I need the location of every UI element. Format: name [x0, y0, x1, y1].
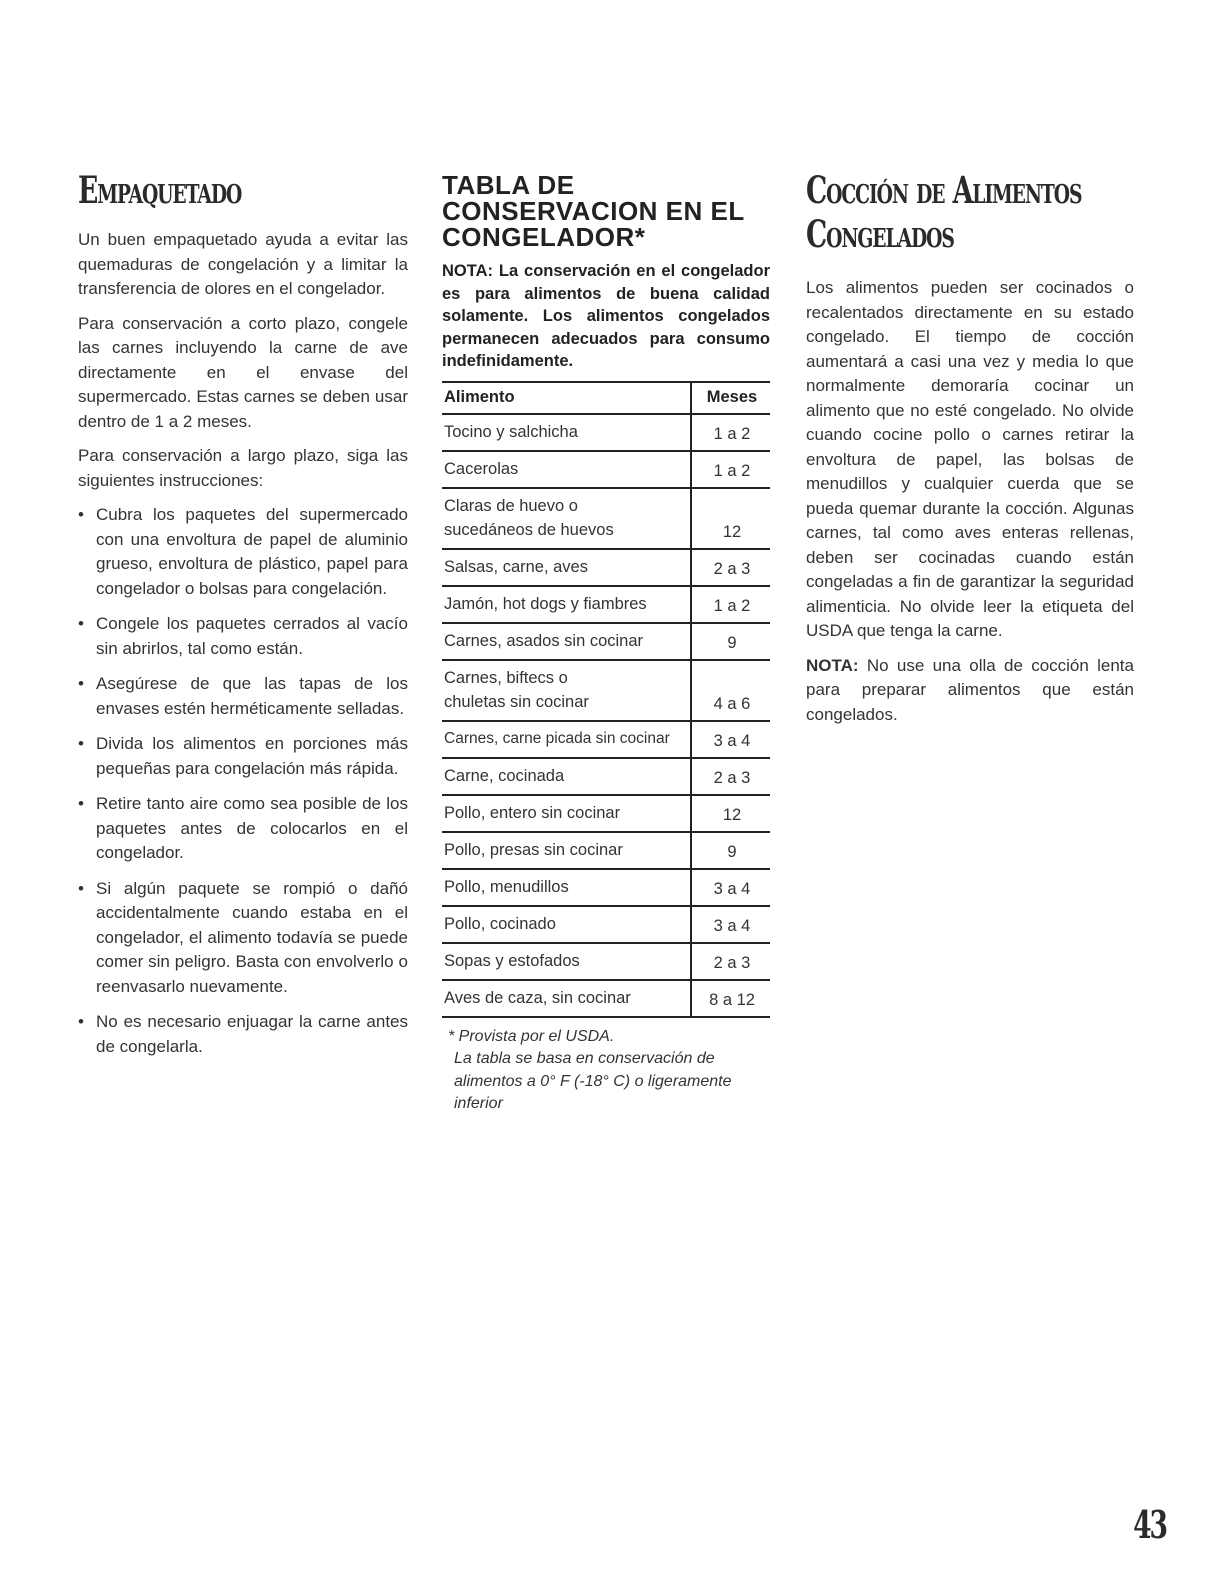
bullet-icon: •	[78, 505, 84, 524]
months-cell: 3 a 4	[691, 869, 770, 906]
table-row	[442, 758, 770, 795]
food-cell: Pollo, menudillos	[442, 869, 691, 906]
food-cell: Cacerolas	[442, 451, 691, 488]
bullet-item	[78, 503, 408, 601]
table-row	[442, 586, 770, 623]
bullet-icon: •	[78, 794, 84, 813]
bullet-text: Divida los alimentos en porciones más pequeñas para congelación más rápida.	[96, 734, 408, 778]
bullet-text: Si algún paquete se rompió o dañó accidentalmente cuando estaba en el congelador, el alimento todavía se puede comer sin peligro. Basta con envolverlo o reenvasarlo nuevamente.	[96, 878, 408, 996]
table-row	[442, 414, 770, 451]
food-cell: Pollo, cocinado	[442, 906, 691, 943]
tabla-section	[442, 172, 770, 1116]
food-cell: Tocino y salchicha	[442, 414, 691, 451]
tabla-title	[442, 172, 770, 250]
bullet-text: Asegúrese de que las tapas de los envases estén herméticamente selladas.	[96, 674, 408, 718]
food-cell: Claras de huevo o sucedáneos de huevos	[442, 488, 691, 549]
table-row	[442, 623, 770, 660]
table-row	[442, 980, 770, 1017]
months-cell: 2 a 3	[691, 549, 770, 586]
table-row	[442, 549, 770, 586]
months-cell: 3 a 4	[691, 906, 770, 943]
food-cell: Carnes, carne picada sin cocinar	[442, 721, 691, 758]
bullet-text: No es necesario enjuagar la carne antes de congelarla.	[96, 1012, 408, 1056]
header-meses: Meses	[691, 382, 770, 414]
footnote-line-1: * Provista por el USDA.	[448, 1027, 615, 1045]
table-row	[442, 832, 770, 869]
bullet-item	[78, 612, 408, 661]
months-cell: 9	[691, 623, 770, 660]
coccion-title-line-1: Cocción de Alimentos	[806, 168, 1082, 212]
bullet-item	[78, 792, 408, 866]
coccion-paragraph: Los alimentos pueden ser cocinados o recalentados directamente en su estado congelado. El tiempo de cocción aumentará a casi una vez y media lo que normalmente demoraría cocinar un alimento que no esté congelado. No olvide cuando cocine pollo o carnes retirar la envoltura de papel, las bolsas de menudillos y cualquier cuerda que se pueda quemar durante la cocción. Algunas carnes, tal como aves enteras rellenas, deben ser cocinadas cuando están congeladas a fin de garantizar la seguridad alimenticia. No olvide leer la etiqueta del USDA que tenga la carne.	[806, 278, 1134, 640]
table-row	[442, 906, 770, 943]
food-cell: Pollo, entero sin cocinar	[442, 795, 691, 832]
food-cell: Jamón, hot dogs y fiambres	[442, 586, 691, 623]
bullet-icon: •	[78, 614, 84, 633]
tabla-title-line-3: CONGELADOR*	[442, 222, 646, 252]
empaquetado-paragraph-1: Un buen empaquetado ayuda a evitar las quemaduras de congelación y a limitar la transferencia de olores en el congelador.	[78, 230, 408, 298]
bullet-icon: •	[78, 1012, 84, 1031]
footnote-line-2: La tabla se basa en conservación de	[454, 1050, 715, 1067]
food-cell: Salsas, carne, aves	[442, 549, 691, 586]
tabla-footnote	[442, 1026, 770, 1116]
food-cell: Pollo, presas sin cocinar	[442, 832, 691, 869]
months-cell: 1 a 2	[691, 451, 770, 488]
coccion-nota	[806, 654, 1134, 728]
bullet-text: Retire tanto aire como sea posible de los paquetes antes de colocarlos en el congelador.	[96, 794, 408, 862]
months-cell: 4 a 6	[691, 660, 770, 721]
table-row	[442, 869, 770, 906]
empaquetado-paragraph-3: Para conservación a largo plazo, siga las siguientes instrucciones:	[78, 446, 408, 490]
months-cell: 8 a 12	[691, 980, 770, 1017]
bullet-item	[78, 672, 408, 721]
empaquetado-body	[78, 228, 408, 1059]
table-row	[442, 943, 770, 980]
bullet-icon: •	[78, 674, 84, 693]
header-alimento: Alimento	[442, 382, 691, 414]
coccion-section	[806, 168, 1134, 737]
food-cell: Carnes, asados sin cocinar	[442, 623, 691, 660]
months-cell: 1 a 2	[691, 414, 770, 451]
bullet-icon: •	[78, 878, 84, 898]
footnote-line-4: inferior	[454, 1095, 503, 1112]
tabla-title-line-1: TABLA DE	[442, 170, 575, 200]
table-row	[442, 451, 770, 488]
bullet-item	[78, 1010, 408, 1059]
food-cell: Aves de caza, sin cocinar	[442, 980, 691, 1017]
coccion-nota-label: NOTA:	[806, 655, 859, 675]
food-cell: Sopas y estofados	[442, 943, 691, 980]
empaquetado-section	[78, 168, 408, 1070]
bullet-icon: •	[78, 734, 84, 753]
months-cell: 3 a 4	[691, 721, 770, 758]
tabla-nota: NOTA: La conservación en el congelador es para alimentos de buena calidad solamente. Los alimentos congelados permanecen adecuados para consumo indefinidamente.	[442, 262, 770, 370]
food-cell: Carne, cocinada	[442, 758, 691, 795]
coccion-body	[806, 276, 1134, 727]
empaquetado-paragraph-2: Para conservación a corto plazo, congele las carnes incluyendo la carne de ave directamente en el envase del supermercado. Estas carnes se deben usar dentro de 1 a 2 meses.	[78, 313, 408, 431]
page-number: 43	[1133, 1502, 1166, 1547]
coccion-nota-text: No use una olla de cocción lenta para preparar alimentos que están congelados.	[806, 655, 1134, 724]
table-row	[442, 660, 770, 721]
months-cell: 1 a 2	[691, 586, 770, 623]
months-cell: 2 a 3	[691, 943, 770, 980]
empaquetado-title: Empaquetado	[78, 168, 242, 212]
months-cell: 12	[691, 488, 770, 549]
table-row	[442, 795, 770, 832]
table-row	[442, 721, 770, 758]
bullet-item	[78, 877, 408, 1000]
footnote-line-3: alimentos a 0° F (-18° C) o ligeramente	[454, 1072, 732, 1090]
food-cell: Carnes, biftecs o chuletas sin cocinar	[442, 660, 691, 721]
months-cell: 9	[691, 832, 770, 869]
table-header-row	[442, 382, 770, 414]
table-row	[442, 488, 770, 549]
tabla-title-line-2: CONSERVACION EN EL	[442, 196, 745, 226]
months-cell: 2 a 3	[691, 758, 770, 795]
bullet-text: Cubra los paquetes del supermercado con una envoltura de papel de aluminio grueso, envoltura de plástico, papel para congelador o bolsas para congelación.	[96, 505, 408, 598]
bullet-item	[78, 732, 408, 781]
coccion-title-line-2: Congelados	[806, 212, 954, 256]
empaquetado-bullet-list	[78, 503, 408, 1059]
months-cell: 12	[691, 795, 770, 832]
bullet-text: Congele los paquetes cerrados al vacío sin abrirlos, tal como están.	[96, 614, 408, 658]
conservation-table	[442, 381, 770, 1018]
